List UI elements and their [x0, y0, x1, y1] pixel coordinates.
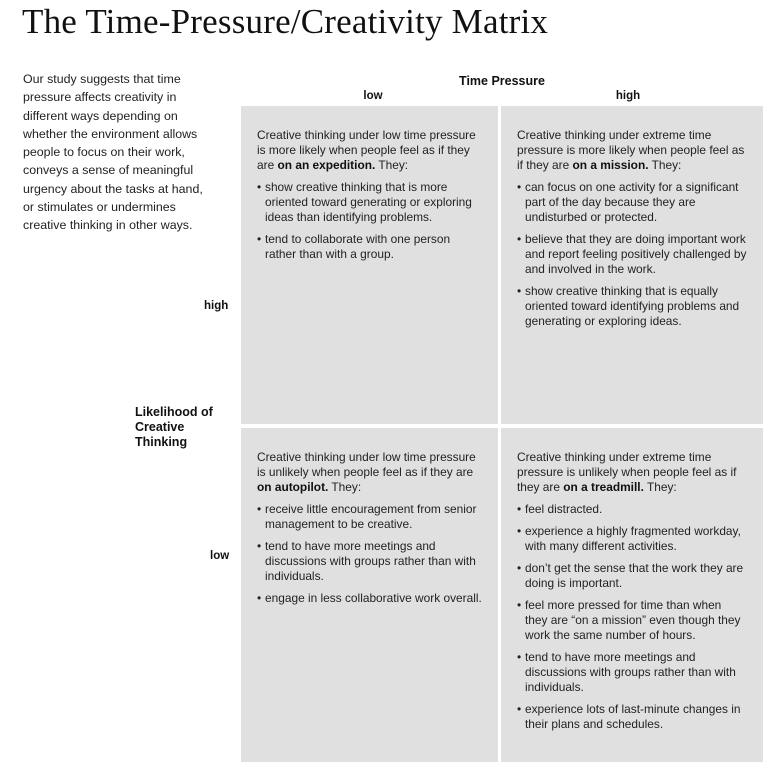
bullet-item: • tend to have more meetings and discussions with groups rather than with individuals.: [257, 539, 482, 584]
bullet-item: • believe that they are doing important work and report feeling positively challenged by and involved in the work.: [517, 232, 747, 277]
bullet-item: • show creative thinking that is equally oriented toward identifying problems and generating or exploring ideas.: [517, 284, 747, 329]
bullet-item: • experience a highly fragmented workday, with many different activities.: [517, 524, 747, 554]
cell-autopilot: [241, 428, 498, 762]
bullet-item: • receive little encouragement from senior management to be creative.: [257, 502, 482, 532]
bullet-list: [257, 502, 482, 606]
cell-intro: Creative thinking under extreme time pressure is unlikely when people feel as if they are on a treadmill. They:: [517, 450, 737, 494]
bullet-list: [517, 502, 747, 732]
cell-intro: Creative thinking under extreme time pressure is more likely when people feel as if they are on a mission. They:: [517, 128, 745, 172]
page-title: The Time-Pressure/Creativity Matrix: [22, 2, 549, 41]
bullet-list: [517, 180, 747, 329]
intro-paragraph: Our study suggests that time pressure affects creativity in different ways depending on whether the environment allows people to focus on their work, conveys a sense of meaningful urgency about the tasks at hand, or stimulates or undermines creative thinking in other ways.: [23, 72, 203, 233]
bullet-item: • show creative thinking that is more oriented toward generating or exploring ideas than identifying problems.: [257, 180, 482, 225]
cell-keyword: on an expedition.: [277, 158, 376, 172]
time-pressure-axis-label: Time Pressure: [459, 74, 545, 88]
bullet-item: • tend to collaborate with one person rather than with a group.: [257, 232, 482, 262]
cell-keyword: on a treadmill.: [563, 480, 644, 494]
matrix-grid: [241, 106, 763, 762]
time-pressure-high-label: high: [615, 90, 641, 102]
cell-intro: Creative thinking under low time pressure is unlikely when people feel as if they are on autopilot. They:: [257, 450, 476, 494]
time-pressure-low-label: low: [363, 90, 383, 102]
bullet-item: • feel more pressed for time than when they are “on a mission” even though they work the same number of hours.: [517, 598, 747, 643]
cell-mission: [501, 106, 763, 424]
likelihood-axis-label: Likelihood of Creative Thinking: [135, 405, 213, 449]
likelihood-high-label: high: [204, 300, 229, 312]
cell-expedition: [241, 106, 498, 424]
cell-treadmill: [501, 428, 763, 762]
bullet-item: • feel distracted.: [517, 502, 747, 517]
cell-keyword: on a mission.: [572, 158, 649, 172]
bullet-item: • engage in less collaborative work overall.: [257, 591, 482, 606]
bullet-item: • can focus on one activity for a significant part of the day because they are undisturbed or protected.: [517, 180, 747, 225]
bullet-list: [257, 180, 482, 262]
cell-intro: Creative thinking under low time pressure is more likely when people feel as if they are on an expedition. They:: [257, 128, 476, 172]
cell-keyword: on autopilot.: [257, 480, 329, 494]
bullet-item: • experience lots of last-minute changes in their plans and schedules.: [517, 702, 747, 732]
likelihood-low-label: low: [210, 550, 230, 562]
bullet-item: • tend to have more meetings and discussions with groups rather than with individuals.: [517, 650, 747, 695]
bullet-item: • don’t get the sense that the work they are doing is important.: [517, 561, 747, 591]
